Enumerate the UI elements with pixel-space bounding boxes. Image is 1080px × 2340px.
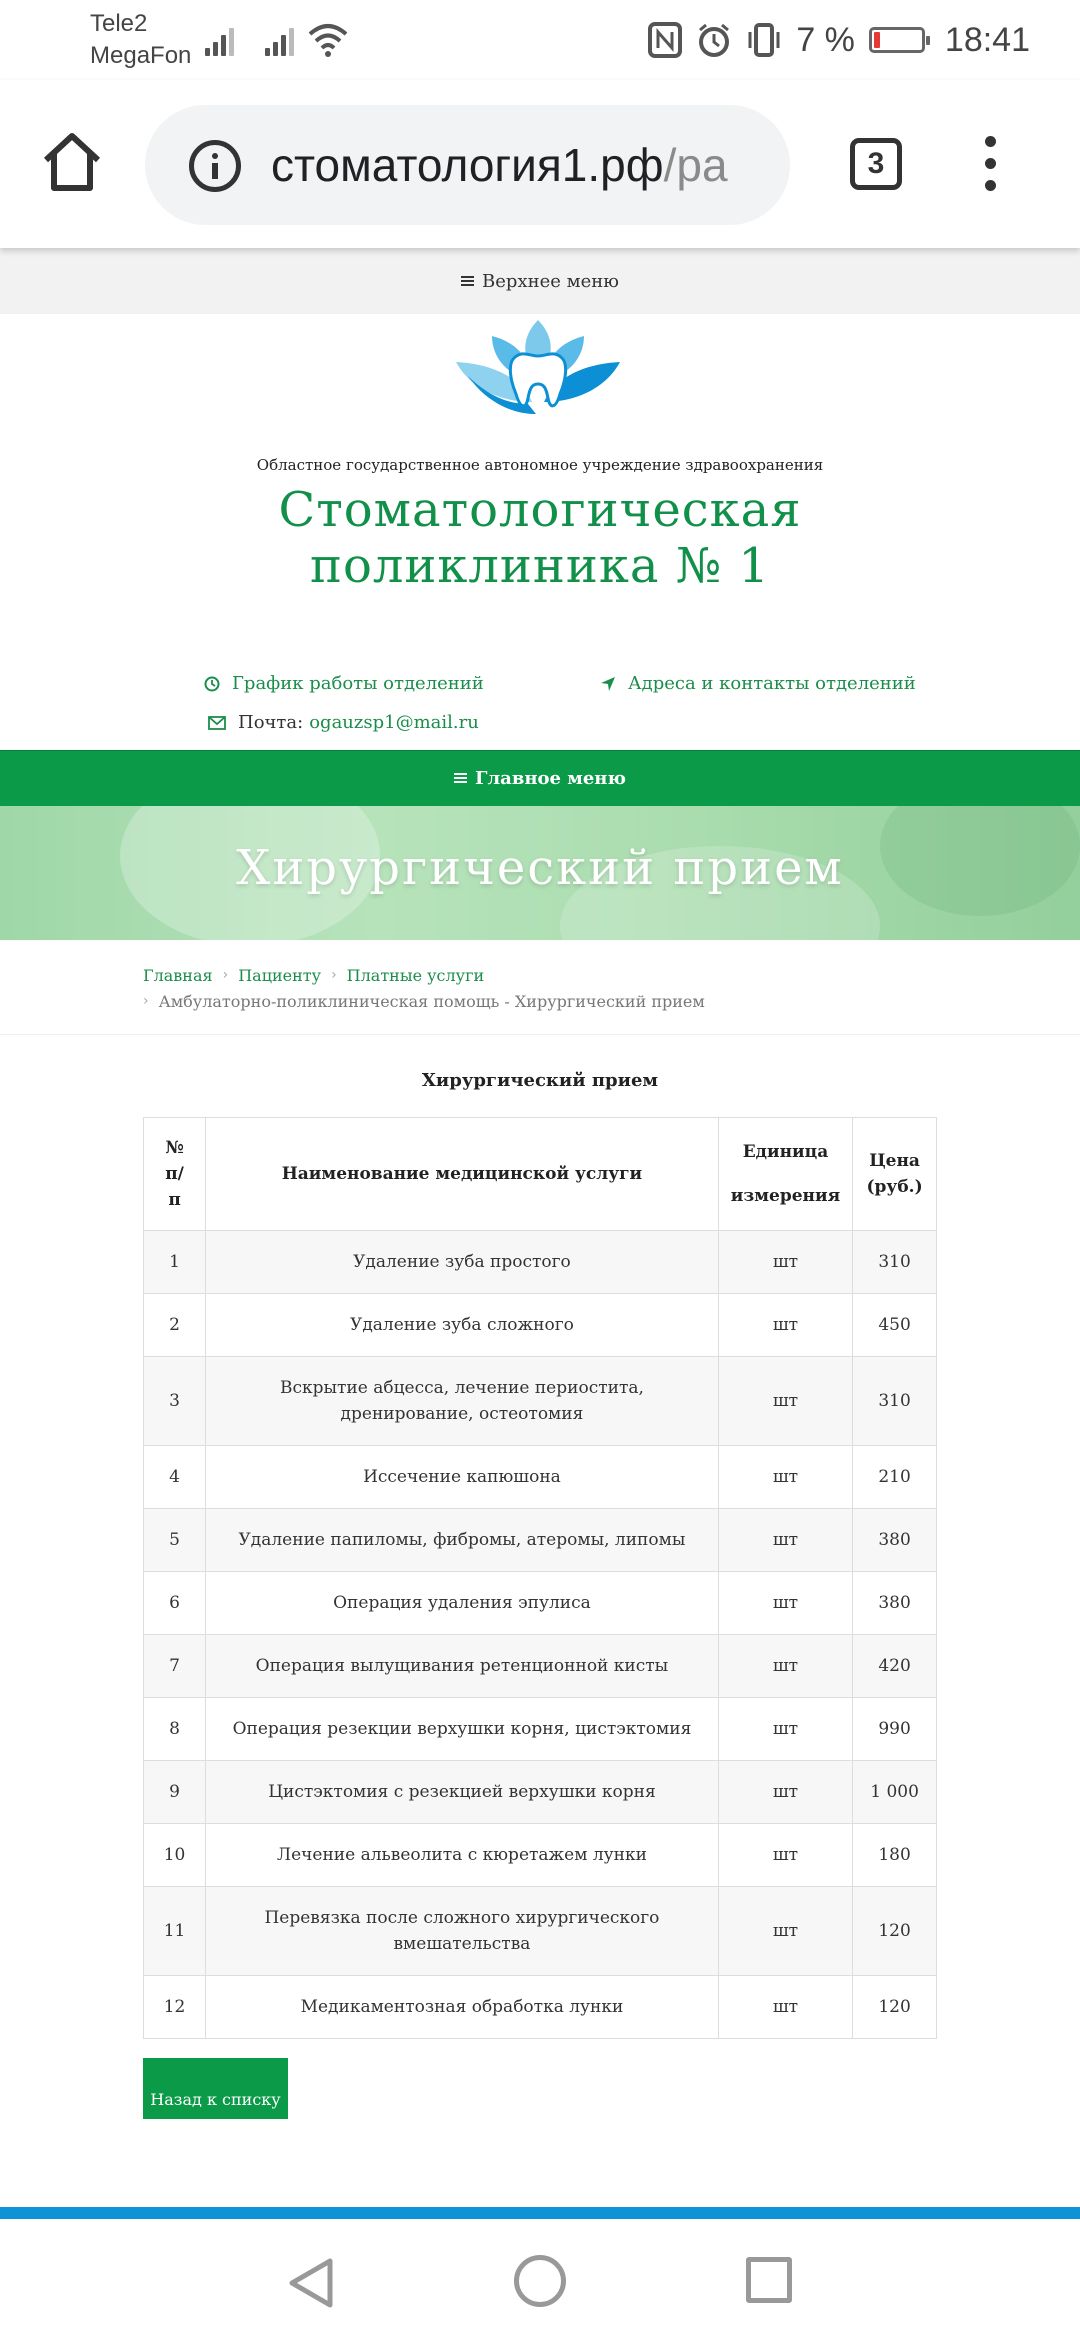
cell-unit: шт [718,1976,852,2039]
cell-name: Удаление папиломы, фибромы, атеромы, липомы [206,1509,719,1572]
cell-unit: шт [718,1294,852,1357]
divider [0,1034,1080,1035]
cell-num: 9 [144,1761,206,1824]
breadcrumb-paid-services[interactable]: Платные услуги [346,965,485,985]
cell-price: 310 [853,1231,937,1294]
cell-price: 420 [853,1635,937,1698]
cell-price: 990 [853,1698,937,1761]
back-triangle-icon[interactable] [286,2257,336,2309]
cell-unit: шт [718,1761,852,1824]
back-to-list-button[interactable]: Назад к списку [143,2058,288,2119]
carrier-2: MegaFon [90,42,192,69]
cell-num: 8 [144,1698,206,1761]
info-icon[interactable] [189,140,241,192]
carrier-1: Tele2 [90,10,148,37]
mail-address-link[interactable]: ogauzsp1@mail.ru [309,712,479,733]
signal-icon [205,26,235,56]
cell-price: 120 [853,1887,937,1976]
home-circle-icon[interactable] [514,2255,566,2307]
cell-num: 6 [144,1572,206,1635]
table-row [144,1357,937,1446]
main-menu-toggle[interactable] [0,750,1080,806]
header-number: № п/ п [144,1118,206,1231]
cell-name: Удаление зуба сложного [206,1294,719,1357]
tabs-button[interactable]: 3 [850,138,902,190]
cell-num: 2 [144,1294,206,1357]
chevron-right-icon: › [222,967,229,983]
url-domain: стоматология1.рф [271,139,664,191]
table-row [144,1887,937,1976]
table-title: Хирургический прием [421,1070,659,1091]
clinic-name-line1: Стоматологическая [278,482,802,538]
clinic-name-line2: поликлиника № 1 [310,538,770,594]
page-hero [0,806,1080,940]
cell-num: 1 [144,1231,206,1294]
battery-percent: 7 % [796,20,855,59]
header-unit: Единица измерения [718,1118,852,1231]
schedule-link-label: График работы отделений [232,673,484,694]
cell-unit: шт [718,1572,852,1635]
mail-info [208,712,479,733]
cell-num: 5 [144,1509,206,1572]
cell-name: Операция вылущивания ретенционной кисты [206,1635,719,1698]
browser-toolbar [0,80,1080,248]
header-service-name: Наименование медицинской услуги [206,1118,719,1231]
cell-name: Вскрытие абцесса, лечение периостита, дренирование, остеотомия [206,1357,719,1446]
hamburger-icon [461,276,474,287]
cell-unit: шт [718,1231,852,1294]
vibrate-icon [746,22,782,58]
cell-num: 11 [144,1887,206,1976]
contacts-link-label: Адреса и контакты отделений [628,673,916,694]
status-bar [0,0,1080,80]
cell-price: 450 [853,1294,937,1357]
page-title: Хирургический прием [236,840,844,896]
table-row [144,1509,937,1572]
cell-num: 12 [144,1976,206,2039]
table-row [144,1231,937,1294]
url-text[interactable] [271,135,728,195]
table-header-row [144,1118,937,1231]
table-row [144,1635,937,1698]
cell-name: Операция удаления эпулиса [206,1572,719,1635]
location-arrow-icon [600,676,616,692]
table-row [144,1761,937,1824]
top-menu-label: Верхнее меню [482,270,619,292]
cell-num: 3 [144,1357,206,1446]
cell-name: Лечение альвеолита с кюретажем лунки [206,1824,719,1887]
cell-num: 4 [144,1446,206,1509]
breadcrumb-home[interactable]: Главная [143,965,213,985]
cell-name: Удаление зуба простого [206,1231,719,1294]
nfc-icon [648,22,682,58]
cell-num: 10 [144,1824,206,1887]
status-right [648,18,1030,62]
chevron-right-icon: › [331,967,337,983]
cell-unit: шт [718,1824,852,1887]
cell-price: 120 [853,1976,937,2039]
cell-price: 380 [853,1572,937,1635]
top-menu-toggle[interactable] [0,248,1080,314]
table-row [144,1824,937,1887]
header-price: Цена (руб.) [853,1118,937,1231]
cell-price: 1 000 [853,1761,937,1824]
address-bar[interactable] [145,105,790,225]
menu-icon[interactable] [985,136,997,192]
cell-unit: шт [718,1635,852,1698]
breadcrumb [143,962,705,1014]
table-row [144,1698,937,1761]
carrier-names [90,8,191,72]
table-row [144,1446,937,1509]
contacts-link[interactable] [600,673,916,694]
battery-icon [869,27,925,53]
cell-name: Медикаментозная обработка лунки [206,1976,719,2039]
cell-unit: шт [718,1357,852,1446]
schedule-link[interactable] [204,673,484,694]
recents-square-icon[interactable] [746,2257,792,2303]
system-nav-bar [0,2219,1080,2340]
clock-icon [204,676,220,692]
cell-unit: шт [718,1509,852,1572]
breadcrumb-patients[interactable]: Пациенту [238,965,322,985]
envelope-icon [208,716,226,730]
chevron-right-icon: › [143,993,149,1009]
cell-num: 7 [144,1635,206,1698]
cell-price: 180 [853,1824,937,1887]
breadcrumb-current: Амбулаторно-поликлиническая помощь - Хирургический прием [158,991,705,1011]
clock: 18:41 [944,20,1030,59]
table-row [144,1572,937,1635]
cell-name: Цистэктомия с резекцией верхушки корня [206,1761,719,1824]
alarm-icon [696,22,732,58]
clinic-logo[interactable] [452,318,624,418]
cell-name: Иссечение капюшона [206,1446,719,1509]
cell-unit: шт [718,1446,852,1509]
cell-unit: шт [718,1887,852,1976]
cell-price: 380 [853,1509,937,1572]
price-table [143,1117,937,2039]
table-row [144,1294,937,1357]
home-icon[interactable] [40,130,104,194]
cell-name: Перевязка после сложного хирургического вмешательства [206,1887,719,1976]
cell-price: 210 [853,1446,937,1509]
url-path: /pa [663,139,728,191]
table-row [144,1976,937,2039]
mail-label: Почта: [238,712,304,733]
cell-name: Операция резекции верхушки корня, цистэктомия [206,1698,719,1761]
organization-line: Областное государственное автономное учреждение здравоохранения [256,456,824,474]
cell-unit: шт [718,1698,852,1761]
hamburger-icon [454,773,467,784]
main-menu-label: Главное меню [475,768,626,789]
wifi-icon [308,22,348,58]
footer-stripe [0,2207,1080,2219]
clinic-name [0,482,1080,594]
cell-price: 310 [853,1357,937,1446]
signal-icon-2 [265,26,295,56]
